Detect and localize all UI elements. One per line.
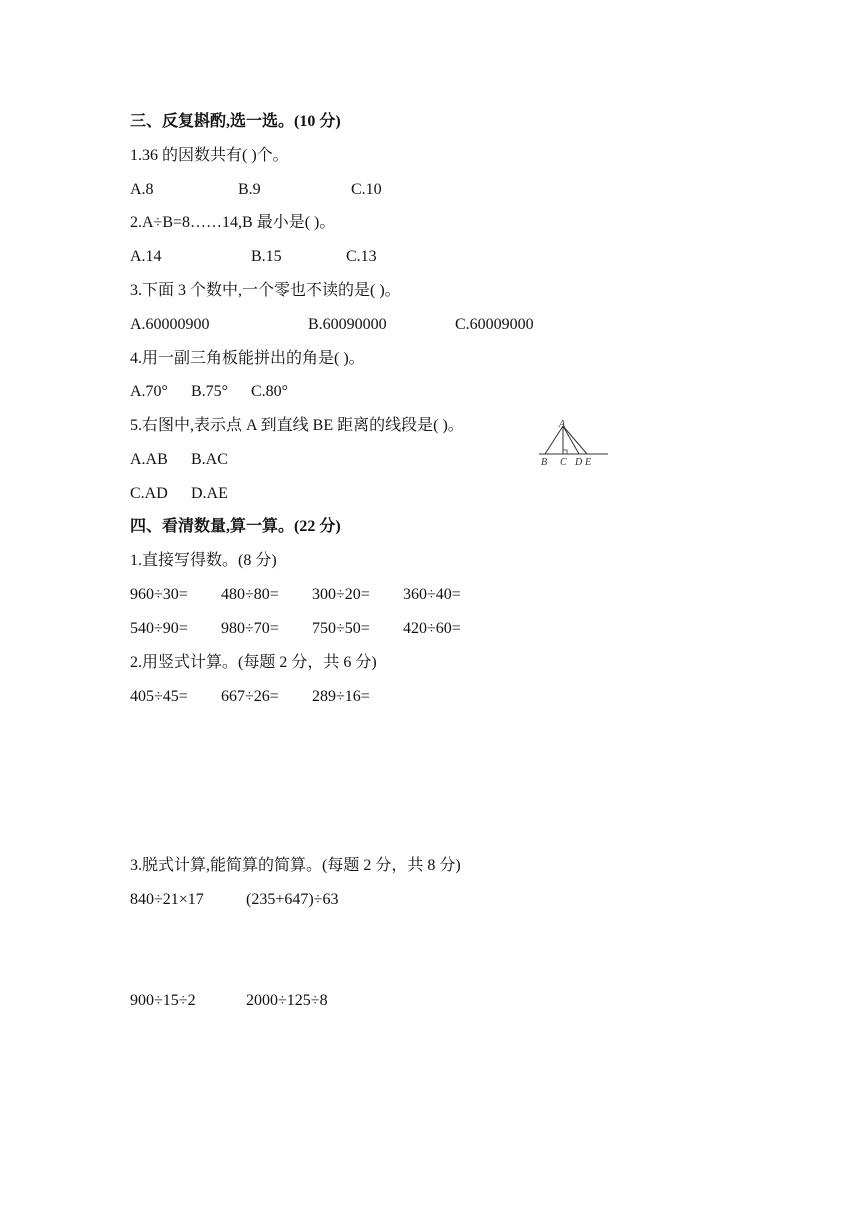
q5-option-a: A.AB	[130, 451, 168, 468]
q2-option-a: A.14	[130, 248, 162, 265]
point-d-label: D	[575, 457, 583, 468]
calc-item: 960÷30=	[130, 586, 188, 603]
q5-option-d: D.AE	[191, 485, 228, 502]
part-2-heading: 2.用竖式计算。(每题 2 分，共 6 分)	[130, 654, 377, 671]
part-1-heading: 1.直接写得数。(8 分)	[130, 552, 277, 569]
q2-option-b: B.15	[251, 248, 282, 265]
q1-option-a: A.8	[130, 181, 154, 198]
calc-item: 360÷40=	[403, 586, 461, 603]
expression-item: 840÷21×17	[130, 891, 204, 908]
calc-item: 480÷80=	[221, 586, 279, 603]
expression-item: 2000÷125÷8	[246, 992, 328, 1009]
part-3-heading: 3.脱式计算,能简算的简算。(每题 2 分，共 8 分)	[130, 857, 461, 874]
calc-item: 980÷70=	[221, 620, 279, 637]
q5-option-b: B.AC	[191, 451, 228, 468]
section3-title: 三、反复斟酌,选一选。(10 分)	[130, 113, 341, 130]
right-angle-mark	[563, 450, 567, 454]
segment-ab	[545, 426, 563, 454]
triangle-figure	[535, 418, 610, 470]
question-4-stem: 4.用一副三角板能拼出的角是( )。	[130, 350, 365, 367]
question-3-stem: 3.下面 3 个数中,一个零也不读的是( )。	[130, 282, 401, 299]
q4-option-a: A.70°	[130, 383, 168, 400]
q3-option-a: A.60000900	[130, 316, 210, 333]
vertical-calc-item: 289÷16=	[312, 688, 370, 705]
q4-option-b: B.75°	[191, 383, 229, 400]
vertical-calc-item: 667÷26=	[221, 688, 279, 705]
vertical-calc-item: 405÷45=	[130, 688, 188, 705]
section4-title: 四、看清数量,算一算。(22 分)	[130, 518, 341, 535]
calc-item: 750÷50=	[312, 620, 370, 637]
calc-item: 540÷90=	[130, 620, 188, 637]
point-c-label: C	[560, 457, 567, 468]
point-a-label: A	[559, 419, 566, 430]
q1-option-b: B.9	[238, 181, 261, 198]
q5-option-c: C.AD	[130, 485, 168, 502]
expression-item: (235+647)÷63	[246, 891, 339, 908]
expression-item: 900÷15÷2	[130, 992, 196, 1009]
q1-option-c: C.10	[351, 181, 382, 198]
question-1-stem: 1.36 的因数共有( )个。	[130, 147, 289, 164]
q2-option-c: C.13	[346, 248, 377, 265]
calc-item: 300÷20=	[312, 586, 370, 603]
question-5-stem: 5.右图中,表示点 A 到直线 BE 距离的线段是( )。	[130, 417, 464, 434]
point-e-label: E	[585, 457, 592, 468]
point-b-label: B	[541, 457, 548, 468]
q3-option-c: C.60009000	[455, 316, 534, 333]
calc-item: 420÷60=	[403, 620, 461, 637]
q3-option-b: B.60090000	[308, 316, 387, 333]
question-2-stem: 2.A÷B=8……14,B 最小是( )。	[130, 214, 336, 231]
q4-option-c: C.80°	[251, 383, 289, 400]
